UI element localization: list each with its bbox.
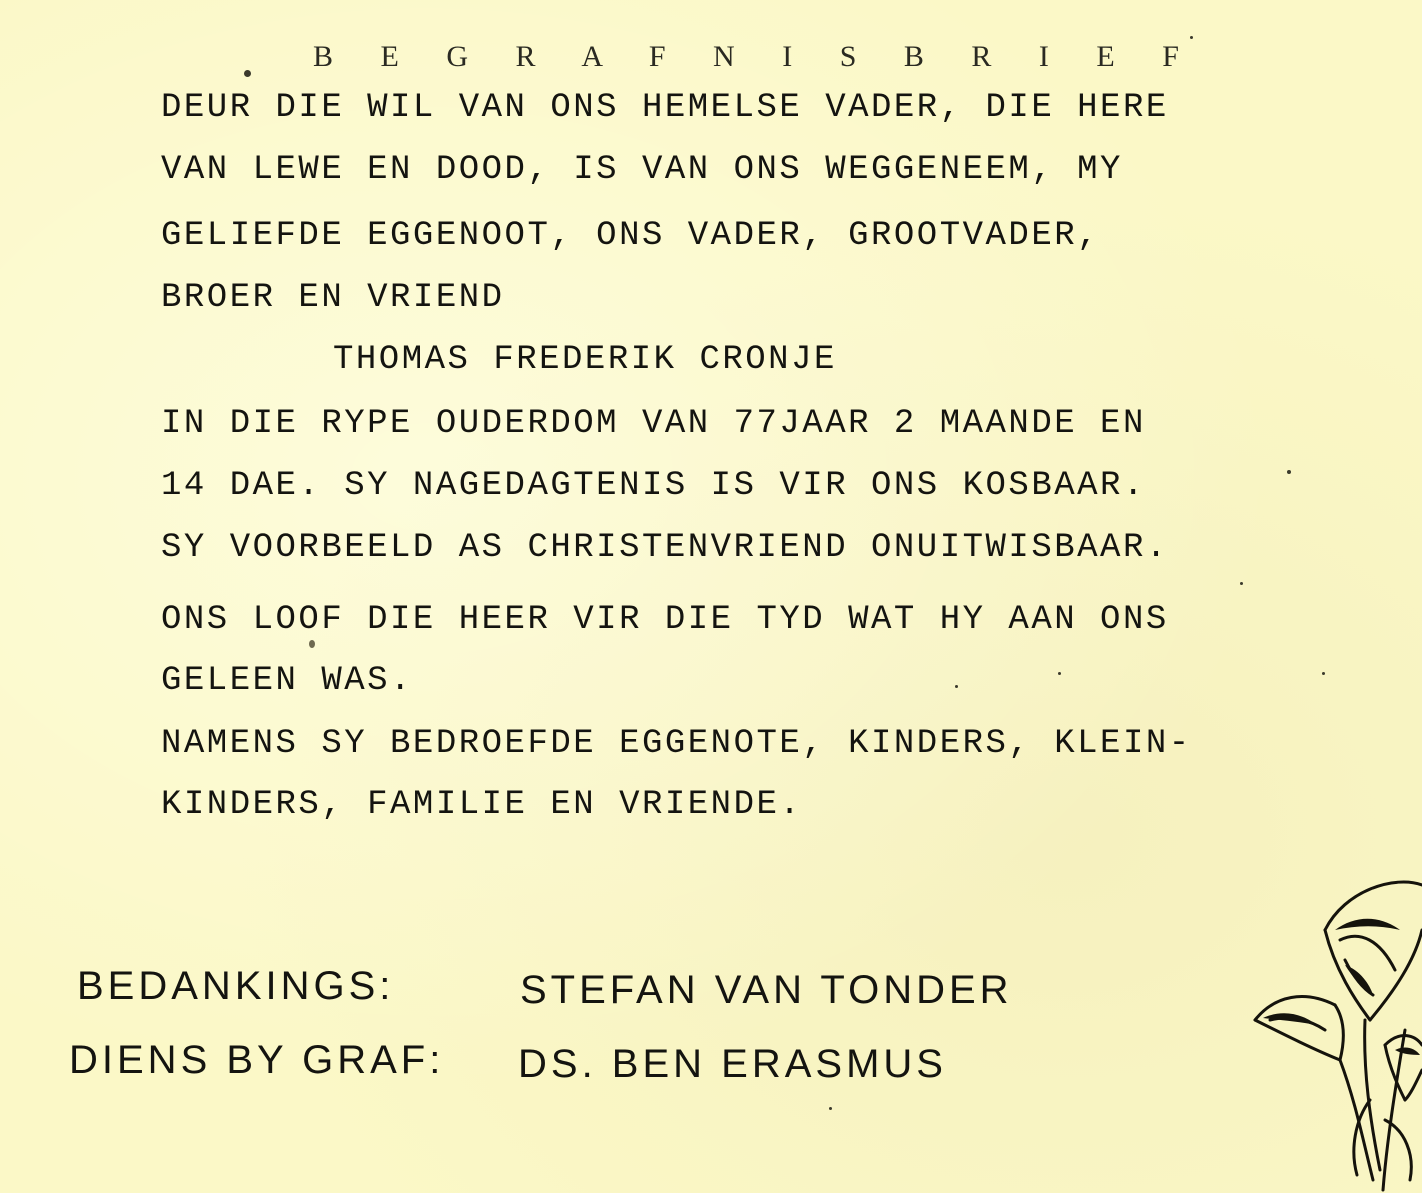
diens-label: DIENS BY GRAF: (69, 1038, 445, 1082)
body-line-6: IN DIE RYPE OUDERDOM VAN 77JAAR 2 MAANDE EN (161, 405, 1146, 443)
calla-lily-icon (1245, 870, 1422, 1193)
ink-speck (1240, 582, 1243, 585)
body-line-11: NAMENS SY BEDROEFDE EGGENOTE, KINDERS, KLEIN- (161, 725, 1192, 763)
ink-speck (829, 1107, 832, 1110)
body-line-9: ONS LOOF DIE HEER VIR DIE TYD WAT HY AAN ONS (161, 601, 1169, 639)
ink-smudge (309, 640, 315, 648)
ink-speck (1322, 672, 1325, 675)
body-line-4: BROER EN VRIEND (161, 279, 505, 317)
ink-speck (1058, 672, 1061, 675)
body-line-8: SY VOORBEELD AS CHRISTENVRIEND ONUITWISBAAR. (161, 529, 1169, 567)
document-title: B E G R A F N I S B R I E F (313, 40, 1199, 73)
bedankings-value: STEFAN VAN TONDER (520, 968, 1013, 1012)
body-line-7: 14 DAE. SY NAGEDAGTENIS IS VIR ONS KOSBAAR. (161, 467, 1146, 505)
bedankings-label: BEDANKINGS: (77, 964, 395, 1008)
diens-value: DS. BEN ERASMUS (518, 1042, 947, 1086)
body-line-2: VAN LEWE EN DOOD, IS VAN ONS WEGGENEEM, MY (161, 151, 1123, 189)
body-line-10: GELEEN WAS. (161, 662, 413, 700)
ink-speck (1190, 36, 1193, 39)
body-line-12: KINDERS, FAMILIE EN VRIENDE. (161, 786, 803, 824)
body-line-1: DEUR DIE WIL VAN ONS HEMELSE VADER, DIE HERE (161, 89, 1169, 127)
body-line-3: GELIEFDE EGGENOOT, ONS VADER, GROOTVADER, (161, 217, 1101, 255)
deceased-name: THOMAS FREDERIK CRONJE (333, 341, 837, 379)
ink-speck (1287, 470, 1291, 474)
ink-speck (955, 685, 958, 688)
ink-speck (244, 70, 251, 77)
